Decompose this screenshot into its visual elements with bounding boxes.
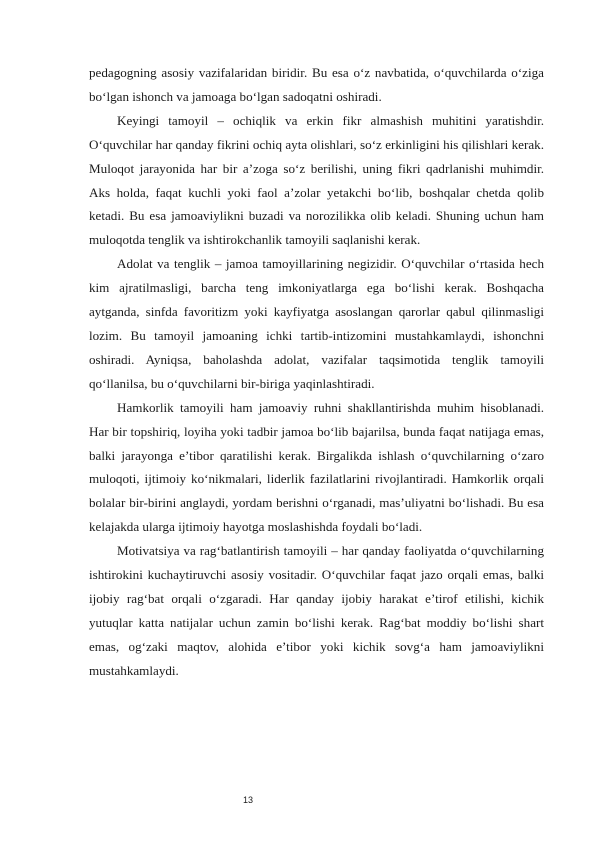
paragraph-4: Hamkorlik tamoyili ham jamoaviy ruhni shakllantirishda muhim hisoblanadi. Har bir topshiriq, loyiha yoki tadbir jamoa bo‘lib bajarilsa, bunda faqat natijaga emas, balki jarayonga e’tibor qaratilishi kerak. Birgalikda ishlash o‘quvchilarning o‘zaro muloqoti, ijtimoiy ko‘nikmalari, liderlik fazilatlarini rivojlantiradi. Hamkorlik orqali bolalar bir-birini anglaydi, yordam berishni o‘rganadi, mas’uliyatni bo‘lishadi. Bu esa kelajakda ularga ijtimoiy hayotga moslashishda foydali bo‘ladi. xyxy=(89,399,544,535)
document-body xyxy=(89,61,544,683)
paragraph-2: Keyingi tamoyil – ochiqlik va erkin fikr almashish muhitini yaratishdir. O‘quvchilar har qanday fikrini ochiq ayta olishlari, so‘z erkinligini his qilishlari kerak. Muloqot jarayonida har bir a’zoga so‘z berilishi, uning fikri qadrlanishi muhimdir. Aks holda, faqat kuchli yoki faol a’zolar yetakchi bo‘lib, boshqalar chetda qolib ketadi. Bu esa jamoaviylikni buzadi va norozilikka olib keladi. Shuning uchun ham muloqotda tenglik va ishtirokchanlik tamoyili saqlanishi kerak. xyxy=(89,112,544,248)
page-number: 13 xyxy=(243,795,254,805)
paragraph-3: Adolat va tenglik – jamoa tamoyillarining negizidir. O‘quvchilar o‘rtasida hech kim ajratilmasligi, barcha teng imkoniyatlarga ega bo‘lishi kerak. Boshqacha aytganda, sinfda favoritizm yoki kayfiyatga asoslangan qarorlar qabul qilinmasligi lozim. Bu tamoyil jamoaning ichki tartib-intizomini mustahkamlaydi, ishonchni oshiradi. Ayniqsa, baholashda adolat, vazifalar taqsimotida tenglik tamoyili qo‘llanilsa, bu o‘quvchilarni bir-biriga yaqinlashtiradi. xyxy=(89,256,544,391)
paragraph-5: Motivatsiya va rag‘batlantirish tamoyili – har qanday faoliyatda o‘quvchilarning ishtirokini kuchaytiruvchi asosiy vositadir. O‘quvchilar faqat jazo orqali emas, balki ijobiy rag‘bat orqali o‘zgaradi. Har qanday ijobiy harakat e’tirof etilishi, kichik yutuqlar katta natijalar uchun zamin bo‘lishi kerak. Rag‘bat moddiy bo‘lishi shart emas, og‘zaki maqtov, alohida e’tibor yoki kichik sovg‘a ham jamoaviylikni mustahkamlaydi. xyxy=(89,543,544,678)
paragraph-1: pedagogning asosiy vazifalaridan biridir. Bu esa o‘z navbatida, o‘quvchilarda o‘ziga bo‘lgan ishonch va jamoaga bo‘lgan sadoqatni oshiradi. xyxy=(89,65,544,104)
